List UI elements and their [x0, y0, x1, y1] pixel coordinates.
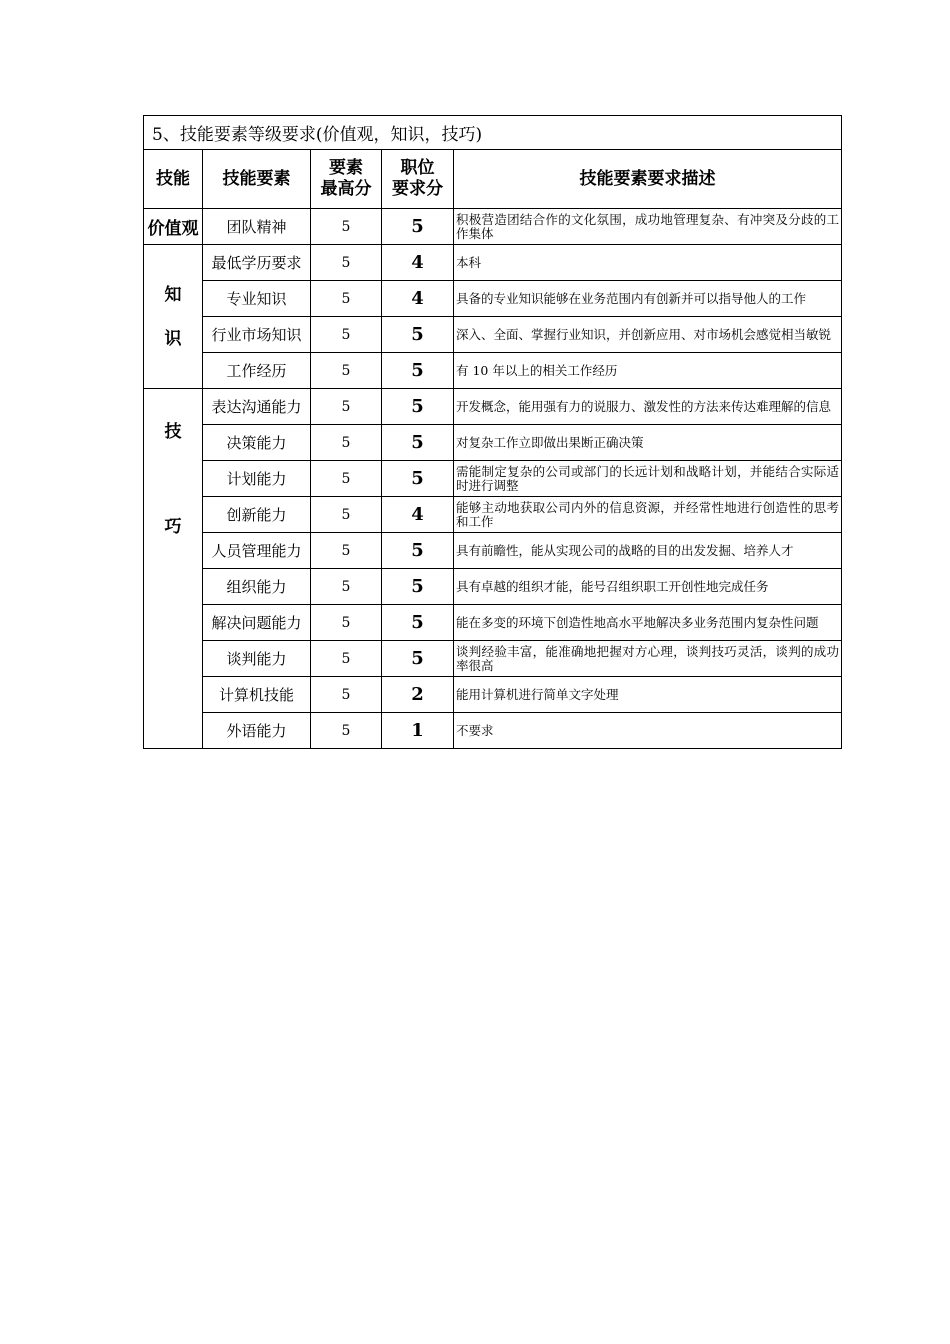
- row-description: 不要求: [454, 713, 842, 749]
- category-knowledge: 知 识: [144, 245, 203, 389]
- row-element: 表达沟通能力: [203, 389, 311, 425]
- row-element: 外语能力: [203, 713, 311, 749]
- row-element: 计算机技能: [203, 677, 311, 713]
- row-description: 开发概念，能用强有力的说服力、激发性的方法来传达难理解的信息: [454, 389, 842, 425]
- row-req-score: 1: [382, 713, 454, 749]
- header-skill: 技能: [144, 150, 203, 209]
- row-max-score: 5: [311, 713, 382, 749]
- row-req-score: 5: [382, 317, 454, 353]
- header-description: 技能要素要求描述: [454, 150, 842, 209]
- row-req-score: 5: [382, 641, 454, 677]
- row-description: 具有前瞻性，能从实现公司的战略的目的出发发掘、培养人才: [454, 533, 842, 569]
- header-element: 技能要素: [203, 150, 311, 209]
- table-row: [144, 389, 842, 425]
- row-element: 专业知识: [203, 281, 311, 317]
- row-req-score: 4: [382, 245, 454, 281]
- row-max-score: 5: [311, 605, 382, 641]
- row-description: 有 10 年以上的相关工作经历: [454, 353, 842, 389]
- table-row: [144, 497, 842, 533]
- row-element: 谈判能力: [203, 641, 311, 677]
- row-description: 能用计算机进行简单文字处理: [454, 677, 842, 713]
- row-element: 计划能力: [203, 461, 311, 497]
- table-row: [144, 605, 842, 641]
- row-description: 能在多变的环境下创造性地高水平地解决多业务范围内复杂性问题: [454, 605, 842, 641]
- row-req-score: 5: [382, 389, 454, 425]
- table-row: [144, 641, 842, 677]
- row-req-score: 4: [382, 497, 454, 533]
- row-element: 创新能力: [203, 497, 311, 533]
- row-req-score: 2: [382, 677, 454, 713]
- row-max-score: 5: [311, 353, 382, 389]
- row-element: 行业市场知识: [203, 317, 311, 353]
- table-row: [144, 533, 842, 569]
- row-description: 谈判经验丰富，能准确地把握对方心理，谈判技巧灵活，谈判的成功率很高: [454, 641, 842, 677]
- header-req-score: 职位 要求分: [382, 150, 454, 209]
- row-max-score: 5: [311, 317, 382, 353]
- row-req-score: 5: [382, 353, 454, 389]
- category-skills: 技 巧: [144, 389, 203, 749]
- skill-requirements-table: [143, 115, 842, 749]
- row-req-score: 5: [382, 605, 454, 641]
- table-row: [144, 713, 842, 749]
- row-max-score: 5: [311, 533, 382, 569]
- section-title: 5、技能要素等级要求(价值观，知识，技巧): [144, 116, 842, 150]
- row-req-score: 4: [382, 281, 454, 317]
- row-description: 具备的专业知识能够在业务范围内有创新并可以指导他人的工作: [454, 281, 842, 317]
- row-max-score: 5: [311, 389, 382, 425]
- row-description: 对复杂工作立即做出果断正确决策: [454, 425, 842, 461]
- table-row: [144, 245, 842, 281]
- row-description: 具有卓越的组织才能，能号召组织职工开创性地完成任务: [454, 569, 842, 605]
- table-row: [144, 353, 842, 389]
- row-req-score: 5: [382, 533, 454, 569]
- row-max-score: 5: [311, 281, 382, 317]
- row-max-score: 5: [311, 677, 382, 713]
- row-max-score: 5: [311, 245, 382, 281]
- row-req-score: 5: [382, 425, 454, 461]
- row-req-score: 5: [382, 461, 454, 497]
- row-max-score: 5: [311, 209, 382, 245]
- row-req-score: 5: [382, 209, 454, 245]
- table-row: [144, 425, 842, 461]
- row-max-score: 5: [311, 461, 382, 497]
- header-max-score: 要素 最高分: [311, 150, 382, 209]
- table-row: [144, 209, 842, 245]
- row-max-score: 5: [311, 569, 382, 605]
- row-element: 工作经历: [203, 353, 311, 389]
- row-element: 解决问题能力: [203, 605, 311, 641]
- row-element: 团队精神: [203, 209, 311, 245]
- table-row: [144, 461, 842, 497]
- category-values: 价值观: [144, 209, 203, 245]
- row-description: 本科: [454, 245, 842, 281]
- row-description: 积极营造团结合作的文化氛围，成功地管理复杂、有冲突及分歧的工作集体: [454, 209, 842, 245]
- table-row: [144, 677, 842, 713]
- row-description: 需能制定复杂的公司或部门的长远计划和战略计划，并能结合实际适时进行调整: [454, 461, 842, 497]
- row-description: 能够主动地获取公司内外的信息资源，并经常性地进行创造性的思考和工作: [454, 497, 842, 533]
- table-row: [144, 281, 842, 317]
- row-element: 最低学历要求: [203, 245, 311, 281]
- row-max-score: 5: [311, 497, 382, 533]
- row-element: 决策能力: [203, 425, 311, 461]
- row-max-score: 5: [311, 425, 382, 461]
- row-max-score: 5: [311, 641, 382, 677]
- table-row: [144, 569, 842, 605]
- row-description: 深入、全面、掌握行业知识，并创新应用、对市场机会感觉相当敏锐: [454, 317, 842, 353]
- table-row: [144, 317, 842, 353]
- row-req-score: 5: [382, 569, 454, 605]
- row-element: 组织能力: [203, 569, 311, 605]
- row-element: 人员管理能力: [203, 533, 311, 569]
